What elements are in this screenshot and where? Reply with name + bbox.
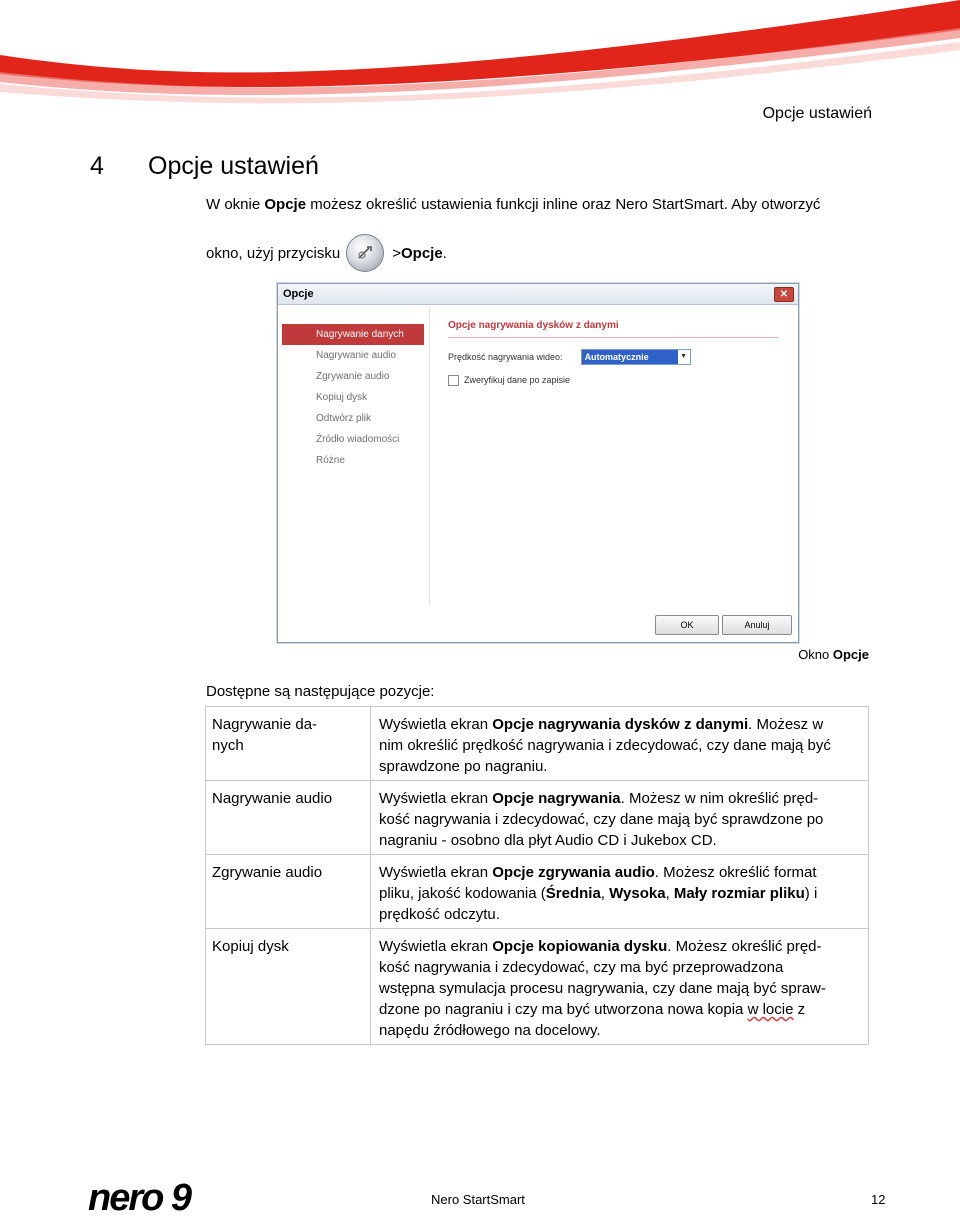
sidebar-item[interactable]: Różne	[316, 455, 345, 466]
option-description-cell: Wyświetla ekran Opcje kopiowania dysku. Możesz określić pręd- kość nagrywania i zdecydować, czy ma być przeprowadzona wstępna symulacja procesu nagrywania, czy dane mają być spraw- dzone po nagraniu i czy ma być utworzona nowa kopia w locie z napędu źródłowego na docelowy.	[371, 929, 869, 1045]
caption-bold: Opcje	[832, 647, 869, 662]
option-description-cell: Wyświetla ekran Opcje nagrywania dysków z danymi. Możesz w nim określić prędkość nagrywania i zdecydować, czy dane mają być sprawdzone po nagraniu.	[371, 707, 869, 781]
dialog-sidebar	[282, 324, 424, 471]
verify-checkbox[interactable]	[448, 375, 459, 386]
figure-caption	[798, 647, 869, 662]
chapter-title: Opcje ustawień	[148, 152, 319, 180]
intro-text: W oknie	[206, 196, 265, 213]
page-number: 12	[871, 1192, 886, 1207]
intro-options-menu: Opcje	[400, 244, 443, 262]
speed-dropdown[interactable]	[581, 349, 691, 365]
available-items-text: Dostępne są następujące pozycje:	[206, 683, 435, 700]
header-section-title: Opcje ustawień	[762, 105, 872, 122]
dialog-divider	[429, 306, 430, 606]
cancel-button[interactable]: Anuluj	[722, 615, 792, 635]
verify-label: Zweryfikuj dane po zapisie	[464, 375, 571, 385]
speed-label: Prędkość nagrywania wideo:	[448, 352, 563, 362]
option-name-cell: Nagrywanie audio	[206, 781, 371, 855]
intro-text-continued: możesz określić ustawienia funkcji inline oraz Nero StartSmart. Aby otworzyć	[306, 196, 821, 213]
options-table	[205, 706, 869, 1045]
speed-row	[448, 348, 788, 366]
nero-logo	[88, 1178, 230, 1224]
intro-paragraph-line1	[206, 196, 820, 213]
speed-dropdown-value: Automatycznie	[582, 350, 678, 364]
header-swoosh-graphic	[0, 0, 960, 110]
intro-paragraph-line2	[206, 234, 447, 272]
table-row	[206, 929, 869, 1045]
sidebar-item[interactable]: Zgrywanie audio	[316, 371, 390, 382]
chevron-down-icon: ▼	[680, 353, 688, 360]
table-row	[206, 855, 869, 929]
nero-logo-wordmark: nero 9	[88, 1178, 191, 1219]
dialog-heading-divider	[448, 337, 778, 338]
dialog-section-heading: Opcje nagrywania dysków z danymi	[448, 320, 619, 331]
verify-row	[448, 371, 788, 389]
sidebar-item[interactable]: Kopiuj dysk	[316, 392, 368, 403]
option-description-cell: Wyświetla ekran Opcje nagrywania. Możesz w nim określić pręd- kość nagrywania i zdecydować, czy dane mają być sprawdzone po nagraniu - osobno dla płyt Audio CD i Jukebox CD.	[371, 781, 869, 855]
dialog-content	[448, 320, 788, 389]
intro-period: .	[442, 244, 447, 262]
option-name-cell: Zgrywanie audio	[206, 855, 371, 929]
caption-text: Okno	[798, 647, 833, 662]
sidebar-item[interactable]: Nagrywanie danych	[282, 324, 424, 345]
sidebar-item[interactable]: Źródło wiadomości	[316, 434, 400, 445]
chapter-heading	[90, 152, 319, 181]
sidebar-item[interactable]: Nagrywanie audio	[316, 350, 397, 361]
dialog-titlebar	[278, 284, 798, 305]
table-row	[206, 707, 869, 781]
footer-title: Nero StartSmart	[431, 1192, 525, 1207]
intro-options-term: Opcje	[264, 196, 307, 213]
options-dialog	[277, 283, 799, 643]
sidebar-item[interactable]: Odtwórz plik	[316, 413, 372, 424]
intro-arrow-text: >	[392, 244, 401, 262]
chapter-number: 4	[90, 152, 104, 180]
dialog-title: Opcje	[283, 288, 314, 300]
option-name-cell: Nagrywanie da- nych	[206, 707, 371, 781]
intro-text-button: okno, użyj przycisku	[206, 244, 341, 262]
option-name-cell: Kopiuj dysk	[206, 929, 371, 1045]
ok-button[interactable]: OK	[655, 615, 719, 635]
option-description-cell: Wyświetla ekran Opcje zgrywania audio. Możesz określić format pliku, jakość kodowania (Średnia, Wysoka, Mały rozmiar pliku) i prędkość odczytu.	[371, 855, 869, 929]
table-row	[206, 781, 869, 855]
close-icon[interactable]: ✕	[774, 287, 794, 302]
options-gear-icon[interactable]	[346, 234, 384, 272]
